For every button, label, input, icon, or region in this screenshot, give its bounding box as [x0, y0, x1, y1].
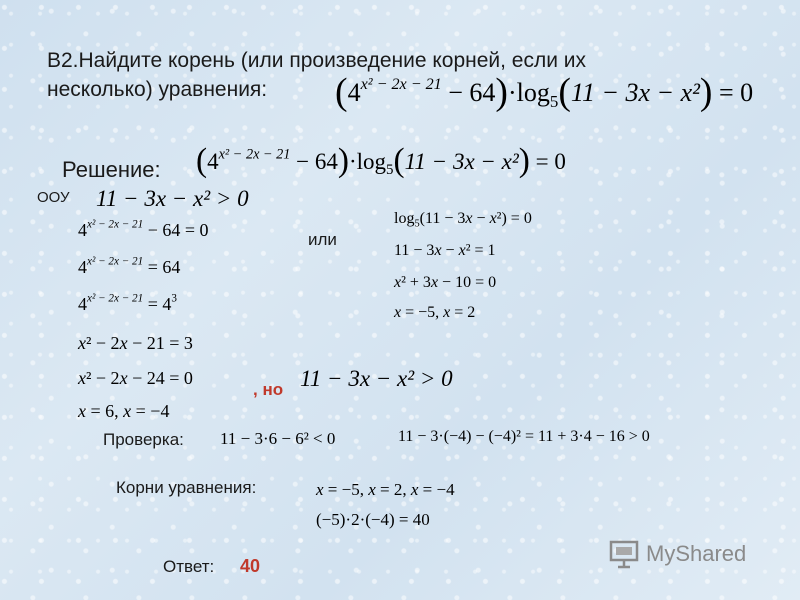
- left-step-1: $4^{x^2 - 2x - 21} - 64 = 0$: [78, 218, 209, 240]
- but-label: , но: [253, 380, 284, 399]
- but-condition: 11 − 3x − x² > 0: [300, 366, 453, 391]
- domain-condition: 11 − 3x − x² > 0: [96, 186, 249, 211]
- roots-list: x = −5, x = 2, x = −4: [316, 480, 455, 499]
- right-step-4: x = −5, x = 2: [394, 304, 476, 321]
- answer-label: Ответ:: [163, 557, 215, 576]
- myshared-logo: [608, 536, 642, 575]
- left-step-5: x² − 2x − 24 = 0: [78, 368, 193, 388]
- right-step-1: $\log_5(11 - 3x - x^2) = 0$: [394, 210, 532, 230]
- task-equation: $(4^{x^2 - 2x - 21} - 64)\cdot\log_5(11 - 3x - x^2) = 0$: [335, 70, 754, 113]
- myshared-logo-text: MyShared: [646, 541, 747, 566]
- domain-label: ООУ: [37, 189, 70, 206]
- check-first: 11 − 3·6 − 6² < 0: [220, 429, 336, 448]
- task-title-line2: несколько) уравнения:: [47, 78, 268, 101]
- roots-product: (−5)·2·(−4) = 40: [316, 510, 430, 529]
- roots-label: Корни уравнения:: [116, 478, 257, 497]
- presentation-icon: [608, 536, 642, 570]
- check-second: 11 − 3·(−4) − (−4)² = 11 + 3·4 − 16 > 0: [398, 428, 650, 445]
- or-label: или: [308, 230, 337, 249]
- answer-value: 40: [240, 556, 261, 576]
- left-step-6: x = 6, x = −4: [78, 401, 170, 421]
- solution-equation: $(4^{x^2 - 2x - 21} - 64)\cdot\log_5(11 - 3x - x^2) = 0$: [196, 142, 566, 180]
- left-step-4: x² − 2x − 21 = 3: [78, 333, 193, 353]
- right-step-3: x² + 3x − 10 = 0: [394, 274, 497, 291]
- left-step-3: $4^{x^2 - 2x - 21} = 4^3$: [78, 292, 177, 314]
- check-label: Проверка:: [103, 430, 184, 449]
- right-step-2: 11 − 3x − x² = 1: [394, 242, 496, 259]
- solution-label: Решение:: [62, 157, 161, 182]
- left-step-2: $4^{x^2 - 2x - 21} = 64$: [78, 255, 181, 277]
- task-title-line1: B2.Найдите корень (или произведение корней, если их: [47, 49, 587, 72]
